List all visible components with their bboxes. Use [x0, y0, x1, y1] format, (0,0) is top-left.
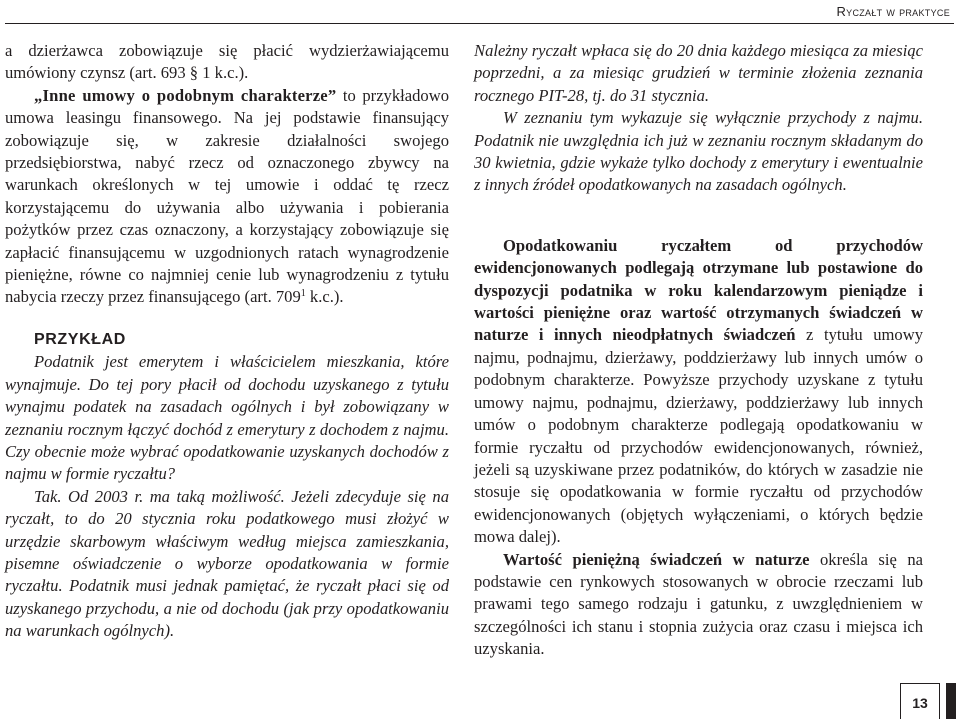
paragraph-taxation-scope [474, 235, 923, 549]
right-column [474, 40, 923, 661]
section-gap [474, 197, 923, 235]
paragraph-benefit-text: określa się na podstawie cen rynkowych stosowanych w obrocie rzeczami lub prawami tego samego rodzaju i gatunku, z uwzględnieniem w szczególności ich stanu i stopnia zużycia oraz czasu i miejsca ich uzyskania. [474, 549, 923, 659]
example-continued-payment: Należny ryczałt wpłaca się do 20 dnia każdego miesiąca za miesiąc poprzedni, a za miesiąc grudzień w terminie złożenia zeznania rocznego PIT-28, tj. do 31 stycznia. [474, 41, 923, 105]
paragraph-lease-end: a dzierżawca zobowiązuje się płacić wydzierżawiającemu umówiony czynsz (art. 693 § 1 k.c.). [5, 41, 449, 83]
example-heading: PRZYKŁAD [34, 330, 126, 348]
paragraph-leasing-text: to przykładowo umowa leasingu finansowego. Na jej podstawie finansujący zobowiązuje się, w zakresie działalności swojego przedsiębiorstwa, nabyć rzecz od oznaczonego zbywcy na warunkach określonych w tej umowie i oddać tę rzecz korzystającemu do używania albo używania i pobierania pożytków przez czas oznaczony, a korzystający zobowiązuje się zapłacić finansującemu w uzgodnionych ratach wynagrodzenie pieniężne, równe co najmniej cenie lub wynagrodzeniu z tytułu nabycia rzeczy przez finansującego (art. 709 [5, 85, 449, 307]
paragraph-benefit-value [474, 549, 923, 661]
example-question: Podatnik jest emerytem i właścicielem mieszkania, które wynajmuje. Do tej pory płacił od dochodu uzyskanego z tytułu wynajmu podatek na zasadach ogólnych i był zobowiązany w zeznaniu rocznym łączyć dochód z emerytury z dochodem z najmu. Czy obecnie może wybrać opodatkowanie uzyskanych dochodów z najmu w formie ryczałtu? [5, 352, 449, 484]
header-rule [5, 23, 954, 24]
paragraph-leasing-end: k.c.). [305, 287, 344, 307]
left-column [5, 40, 449, 643]
paragraph-taxation-text: z tytułu umowy najmu, podnajmu, dzierżawy, poddzierżawy lub innych umów o podobnym charakterze. Powyższe przychody uzyskane z tytułu umowy najmu, podnajmu, dzierżawy, poddzierżawy lub innych umów o podobnym charakterze podlegają opodatkowaniu w formie ryczałtu od przychodów ewidencjonowanych, również, jeżeli są uzyskiwane przez podatników, do których w zasadzie nie stosuje się opodatkowania w formie ryczałtu od przychodów ewidencjonowanych (objętych wyłączeniami, o których będzie mowa dalej). [474, 325, 923, 547]
page-footer [900, 683, 956, 719]
example-answer: Tak. Od 2003 r. ma taką możliwość. Jeżeli zdecyduje się na ryczałt, to do 20 stycznia roku podatkowego musi złożyć w urzędzie skarbowym właściwym według miejsca zamieszkania, pisemne oświadczenie o wyborze opodatkowania w formie ryczałtu. Podatnik musi jednak pamiętać, że ryczałt płaci się od uzyskanego przychodu, a nie od dochodu (jak przy opodatkowaniu na warunkach ogólnych). [5, 486, 449, 641]
example-continued-return: W zeznaniu tym wykazuje się wyłącznie przychody z najmu. Podatnik nie uwzględnia ich już w zeznaniu rocznym składanym do 30 kwietnia, gdzie wykaże tylko dochody z emerytury i ewentualnie z innych źródeł opodatkowanych na zasadach ogólnych. [474, 108, 923, 195]
term-taxation-scope: Opodatkowaniu ryczałtem od przychodów ewidencjonowanych podlegają otrzymane lub postawione do dyspozycji podatnika w roku kalendarzowym pieniądze i wartości pieniężne oraz wartość otrzymanych świadczeń w naturze i innych nieodpłatnych świadczeń [474, 235, 923, 345]
term-other-agreements: „Inne umowy o podobnym charakterze” [34, 85, 337, 105]
term-benefit-value: Wartość pieniężną świadczeń w naturze [503, 549, 810, 569]
running-header: Ryczałt w praktyce [836, 4, 950, 19]
page-marker-bar [946, 683, 956, 719]
paragraph-other-agreements [5, 85, 449, 309]
article-superscript: 1 [300, 288, 306, 300]
page-number: 13 [900, 683, 940, 719]
